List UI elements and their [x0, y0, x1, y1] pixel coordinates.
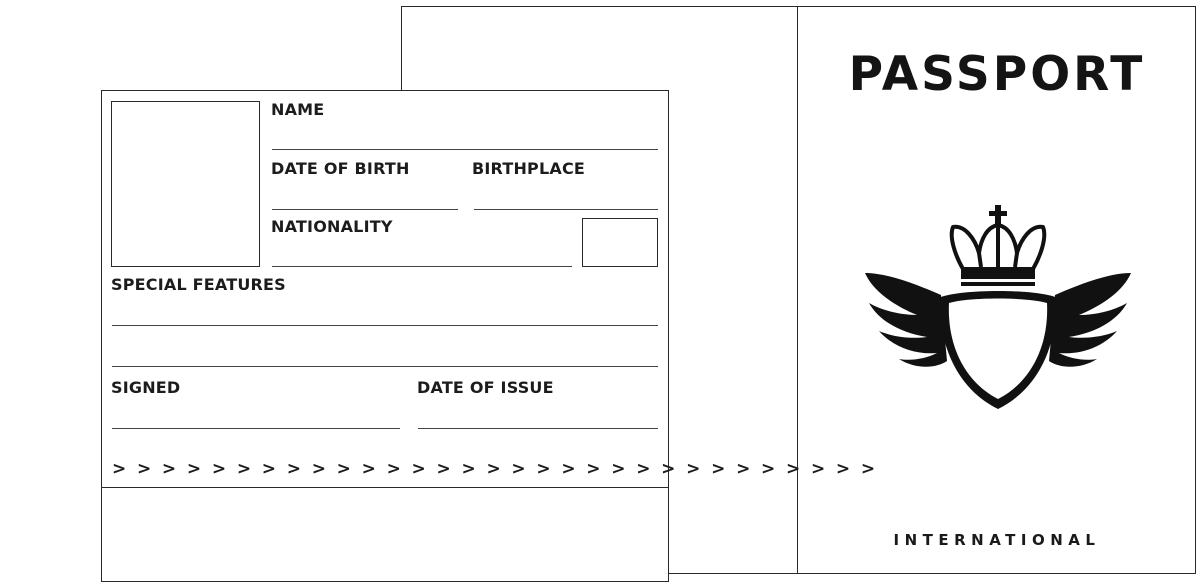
cover-footer: INTERNATIONAL [893, 531, 1101, 549]
cover-title: PASSPORT [848, 47, 1146, 102]
photo-box [111, 101, 260, 267]
name-line [272, 149, 658, 150]
signed-line [112, 428, 400, 429]
nationality-line [272, 266, 572, 267]
machine-readable-zone: > > > > > > > > > > > > > > > > > > > > > > > > > > > > > > > [112, 459, 878, 479]
nationality-label: NATIONALITY [271, 217, 393, 236]
special-features-line-2 [112, 366, 658, 367]
special-features-line-1 [112, 325, 658, 326]
date-of-issue-label: DATE OF ISSUE [417, 378, 554, 397]
signed-label: SIGNED [111, 378, 181, 397]
birthplace-line [474, 209, 658, 210]
special-features-label: SPECIAL FEATURES [111, 275, 286, 294]
passport-cover [799, 7, 1195, 573]
birthplace-label: BIRTHPLACE [472, 159, 586, 178]
card-divider [102, 487, 668, 488]
name-label: NAME [271, 100, 325, 119]
date-of-birth-line [272, 209, 458, 210]
code-box [582, 218, 658, 267]
date-of-birth-label: DATE OF BIRTH [271, 159, 410, 178]
date-of-issue-line [418, 428, 658, 429]
crowned-winged-shield-icon [863, 203, 1133, 415]
identity-card-page [101, 90, 878, 582]
